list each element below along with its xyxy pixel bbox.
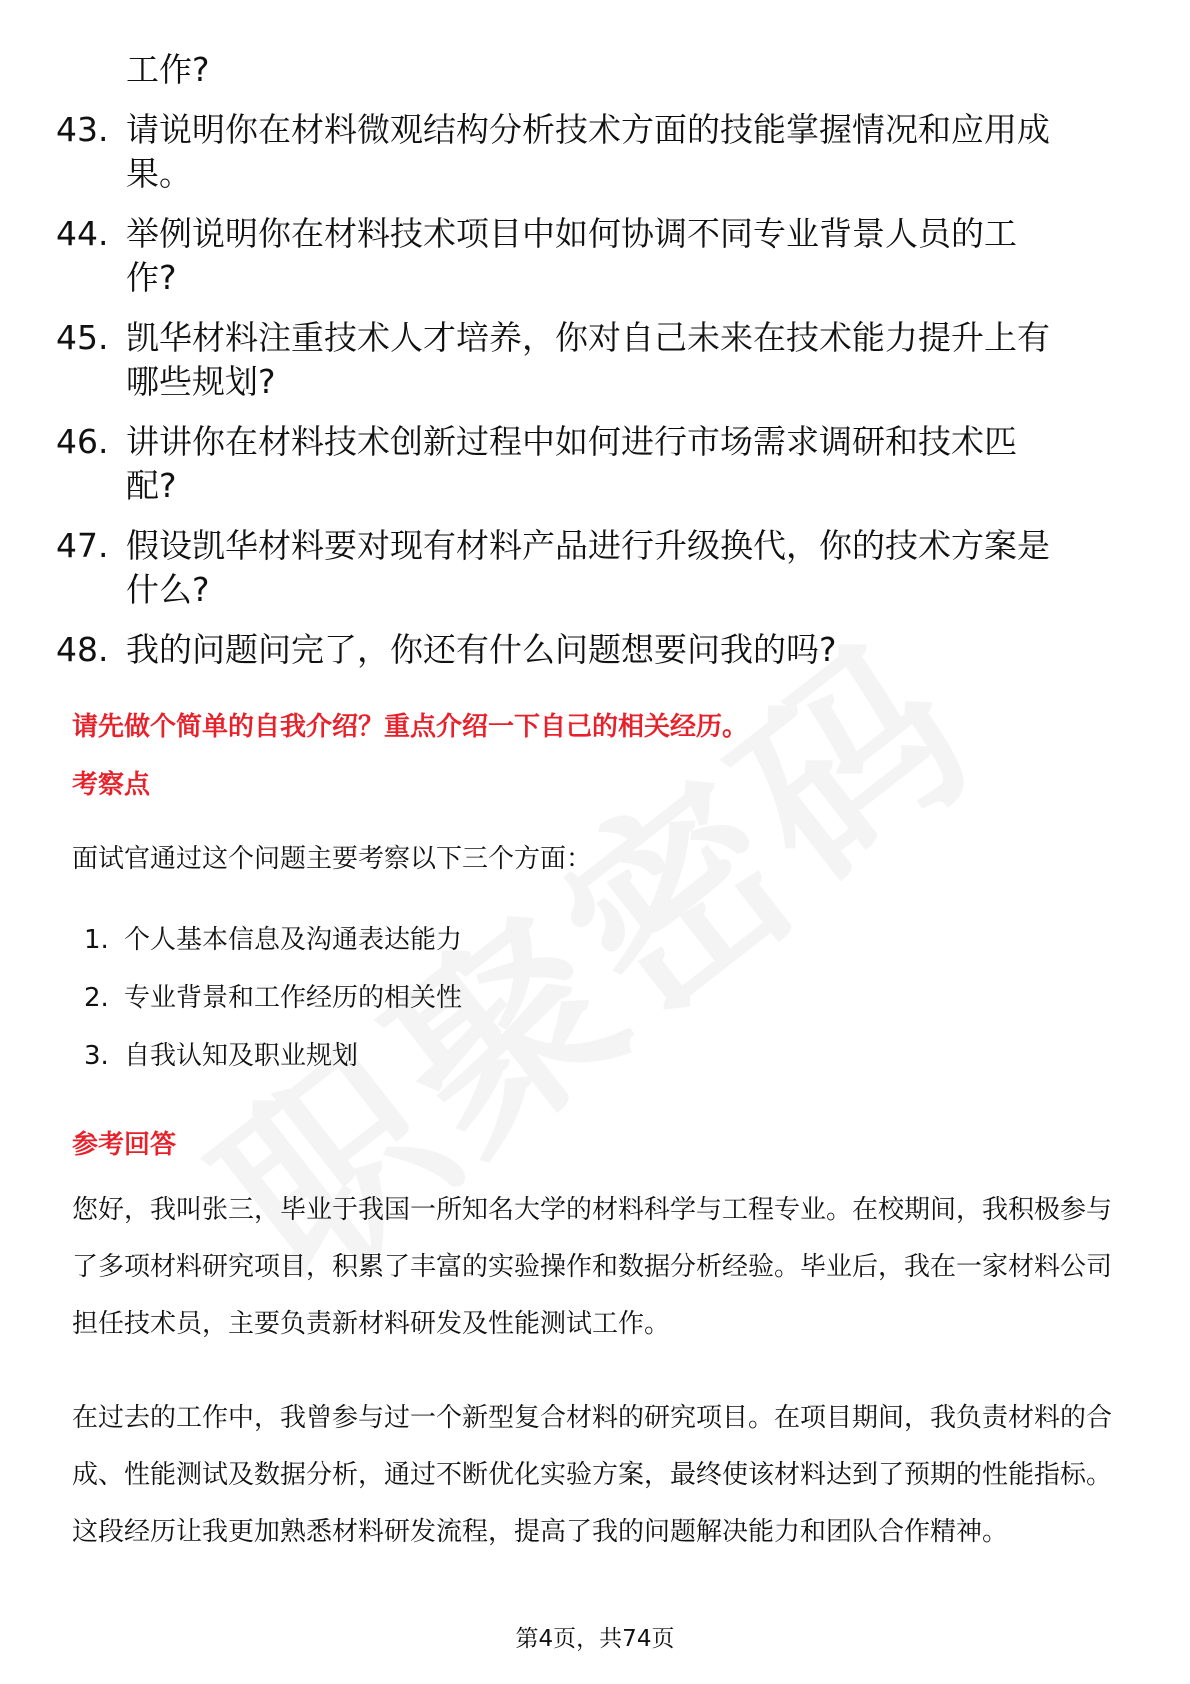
question-number: 47.: [56, 526, 109, 565]
answer-paragraph: 在过去的工作中，我曾参与过一个新型复合材料的研究项目。在项目期间，我负责材料的合成、性能测试及数据分析，通过不断优化实验方案，最终使该材料达到了预期的性能指标。这段经历让我更加熟悉材料研发流程，提高了我的问题解决能力和团队合作精神。: [72, 1403, 1113, 1547]
question-number: 43.: [56, 110, 109, 149]
question-text: 凯华材料注重技术人才培养，你对自己未来在技术能力提升上有 哪些规划?: [126, 318, 1050, 401]
question-continuation: 工作?: [126, 50, 210, 89]
question-item: [56, 420, 1116, 508]
question-text: 我的问题问完了，你还有什么问题想要问我的吗?: [126, 630, 837, 669]
list-item-text: 个人基本信息及沟通表达能力: [124, 925, 463, 955]
question-number: 46.: [56, 422, 109, 461]
question-number: 48.: [56, 630, 109, 669]
question-item: [56, 628, 1116, 672]
question-item: [56, 316, 1116, 404]
list-item-number: 3.: [84, 1041, 109, 1071]
question-item: [56, 524, 1116, 612]
list-item-text: 专业背景和工作经历的相关性: [124, 983, 463, 1013]
intro-text: 面试官通过这个问题主要考察以下三个方面：: [72, 844, 593, 874]
list-item: [84, 980, 462, 1016]
answer-paragraph: 您好，我叫张三，毕业于我国一所知名大学的材料科学与工程专业。在校期间，我积极参与了多项材料研究项目，积累了丰富的实验操作和数据分析经验。毕业后，我在一家材料公司担任技术员，主要负责新材料研发及性能测试工作。: [72, 1195, 1113, 1339]
list-item-text: 自我认知及职业规划: [124, 1041, 359, 1071]
evaluation-points-list: [84, 922, 462, 1096]
question-text: 假设凯华材料要对现有材料产品进行升级换代，你的技术方案是 什么?: [126, 526, 1050, 609]
question-item: [56, 212, 1116, 300]
list-item: [84, 922, 462, 958]
page-footer: 第4页，共74页: [515, 1626, 675, 1652]
question-text: 讲讲你在材料技术创新过程中如何进行市场需求调研和技术匹 配?: [126, 422, 1017, 505]
question-text: 请说明你在材料微观结构分析技术方面的技能掌握情况和应用成 果。: [126, 110, 1050, 193]
question-number: 44.: [56, 214, 109, 253]
reference-answer-heading: 参考回答: [72, 1130, 177, 1160]
question-item: [56, 108, 1116, 196]
list-item: [84, 1038, 462, 1074]
question-list: [56, 48, 1116, 688]
list-item-number: 2.: [84, 983, 109, 1013]
evaluation-points-heading: 考察点: [72, 770, 151, 800]
question-number: 45.: [56, 318, 109, 357]
question-heading: 请先做个简单的自我介绍？重点介绍一下自己的相关经历。: [72, 712, 749, 742]
question-text: 举例说明你在材料技术项目中如何协调不同专业背景人员的工 作?: [126, 214, 1017, 297]
list-item-number: 1.: [84, 925, 109, 955]
